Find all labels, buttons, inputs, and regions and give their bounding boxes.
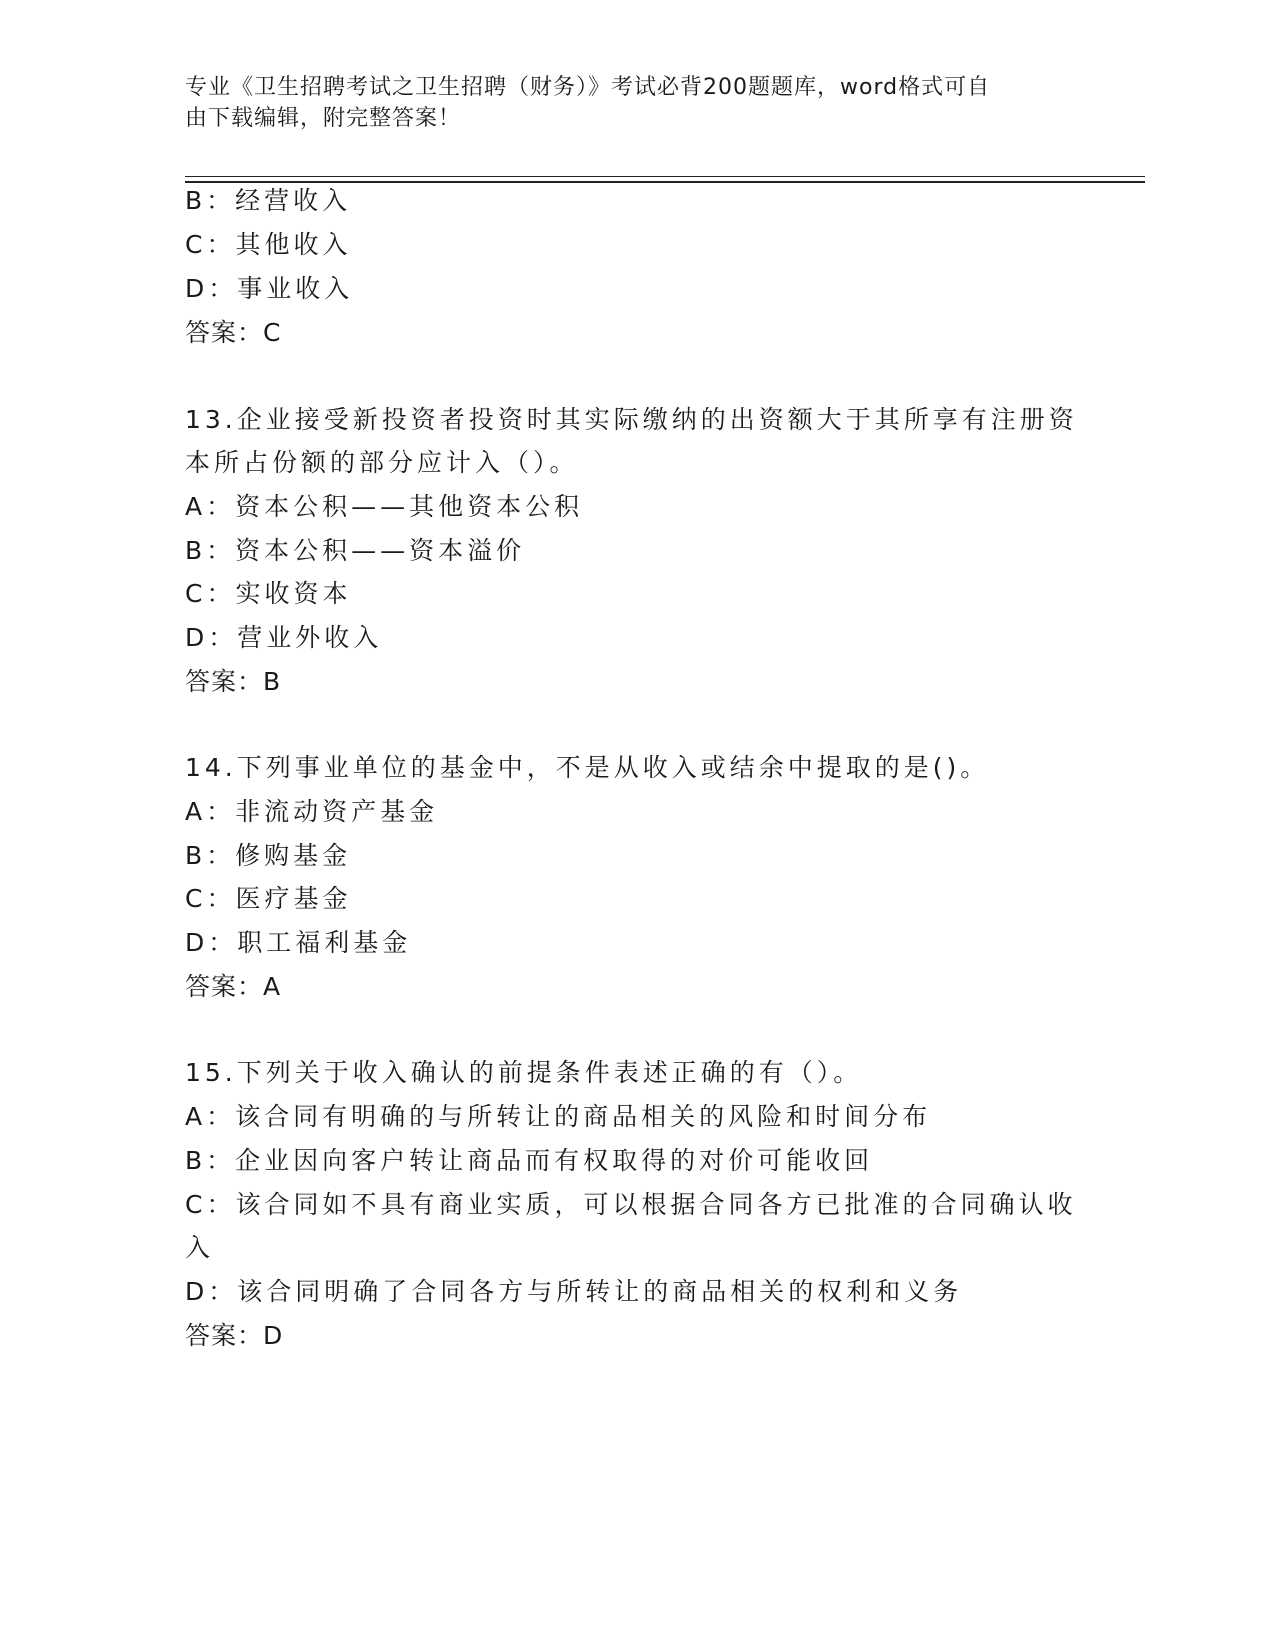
header-line-1: 专业《卫生招聘考试之卫生招聘（财务）》考试必背200题题库，word格式可自 bbox=[185, 75, 991, 100]
option-d: D：职工福利基金 bbox=[185, 928, 412, 957]
option-b: B：资本公积——资本溢价 bbox=[185, 536, 526, 565]
option-d: D：营业外收入 bbox=[185, 623, 383, 652]
header-divider-thin bbox=[185, 176, 1145, 177]
option-d: D：事业收入 bbox=[185, 274, 354, 303]
option-a: A：非流动资产基金 bbox=[185, 797, 439, 826]
option-d: D：该合同明确了合同各方与所转让的商品相关的权利和义务 bbox=[185, 1277, 963, 1306]
question-stem-continued: 本所占份额的部分应计入（）。 bbox=[185, 448, 579, 477]
answer: 答案：B bbox=[185, 667, 282, 696]
option-b: B：经营收入 bbox=[185, 186, 352, 215]
option-c: C：该合同如不具有商业实质，可以根据合同各方已批准的合同确认收 bbox=[185, 1190, 1077, 1219]
answer: 答案：A bbox=[185, 972, 282, 1001]
answer: 答案：C bbox=[185, 318, 282, 347]
option-c: C：医疗基金 bbox=[185, 884, 352, 913]
question-stem: 13.企业接受新投资者投资时其实际缴纳的出资额大于其所享有注册资 bbox=[185, 405, 1078, 434]
option-b: B：修购基金 bbox=[185, 841, 352, 870]
answer: 答案：D bbox=[185, 1321, 284, 1350]
option-a: A：资本公积——其他资本公积 bbox=[185, 492, 584, 521]
question-stem: 15.下列关于收入确认的前提条件表述正确的有（）。 bbox=[185, 1058, 863, 1087]
option-c: C：其他收入 bbox=[185, 230, 352, 259]
option-a: A：该合同有明确的与所转让的商品相关的风险和时间分布 bbox=[185, 1102, 932, 1131]
question-stem: 14.下列事业单位的基金中，不是从收入或结余中提取的是()。 bbox=[185, 753, 990, 782]
option-c: C：实收资本 bbox=[185, 579, 352, 608]
header-divider-thick bbox=[185, 181, 1145, 183]
document-header bbox=[185, 72, 1085, 134]
option-b: B：企业因向客户转让商品而有权取得的对价可能收回 bbox=[185, 1146, 874, 1175]
header-line-2: 由下载编辑，附完整答案！ bbox=[185, 106, 462, 131]
option-c-continued: 入 bbox=[185, 1233, 215, 1262]
